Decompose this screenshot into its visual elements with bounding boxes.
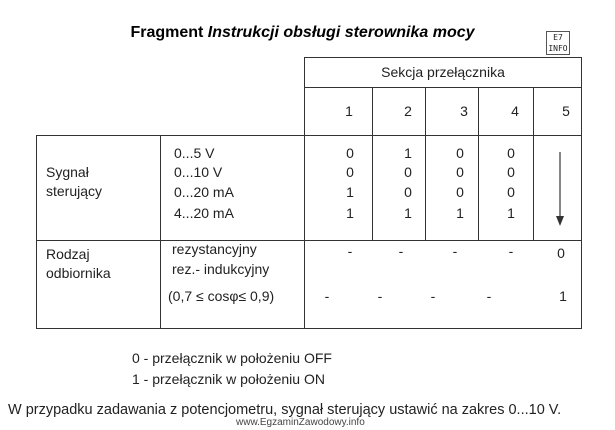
- left-border: [36, 135, 37, 329]
- title-plain: Fragment: [130, 24, 208, 41]
- signal-option-4-20ma: 4...20 mA: [174, 205, 234, 221]
- cell-value: 0: [507, 145, 515, 161]
- cell-value: -: [508, 243, 514, 259]
- cell-value: 1: [507, 205, 515, 221]
- cell-value: 0: [456, 164, 464, 180]
- cell-value: 0: [456, 145, 464, 161]
- row-label-receiver-line2: odbiornika: [46, 265, 111, 281]
- title-italic: Instrukcji obsługi sterownika mocy: [207, 24, 475, 41]
- receiver-option-resistive: rezystancyjny: [172, 241, 257, 257]
- section-number-5: 5: [562, 103, 570, 119]
- cell-value: -: [486, 288, 492, 304]
- section-group-header: Sekcja przełącznika: [381, 64, 505, 80]
- row-separator: [36, 240, 582, 241]
- row-label-receiver-line1: Rodzaj: [46, 246, 90, 262]
- footer-watermark: www.EgzaminZawodowy.info: [236, 417, 365, 428]
- row-label-signal-line2: sterujący: [46, 183, 103, 199]
- cell-value: -: [377, 288, 383, 304]
- note-text: W przypadku zadawania z potencjometru, sygnał sterujący ustawić na zakres 0...10 V.: [8, 402, 562, 418]
- section-number-1: 1: [345, 103, 353, 119]
- cell-value: 1: [404, 205, 412, 221]
- cell-value: 0: [346, 164, 354, 180]
- cell-value: 0: [404, 184, 412, 200]
- legend-on: 1 - przełącznik w położeniu ON: [132, 371, 325, 387]
- table-top-border: [304, 57, 582, 58]
- options-column-divider: [304, 57, 305, 329]
- section-number-2: 2: [404, 103, 412, 119]
- section-number-4: 4: [511, 103, 519, 119]
- cell-value: -: [398, 243, 404, 259]
- cell-value: 0: [557, 245, 565, 261]
- table-bottom-border: [36, 328, 582, 329]
- section-number-3: 3: [460, 103, 468, 119]
- label-column-divider: [160, 135, 161, 329]
- logo-icon: E7 INFO: [546, 31, 570, 55]
- receiver-option-cosphi: (0,7 ≤ cosφ≤ 0,9): [168, 288, 275, 304]
- signal-option-0-5v: 0...5 V: [174, 145, 215, 161]
- header-separator: [304, 87, 582, 88]
- signal-option-0-20ma: 0...20 mA: [174, 184, 234, 200]
- cell-value: 1: [404, 145, 412, 161]
- cell-value: 1: [346, 205, 354, 221]
- cell-value: 0: [404, 164, 412, 180]
- row-label-signal-line1: Sygnał: [46, 164, 89, 180]
- cell-value: -: [347, 243, 353, 259]
- cell-value: 1: [559, 288, 567, 304]
- cell-value: 0: [507, 184, 515, 200]
- page-title: [0, 24, 605, 42]
- body-top-border: [36, 135, 582, 136]
- right-border: [581, 57, 582, 329]
- cell-value: 1: [456, 205, 464, 221]
- arrow-down-icon: [551, 150, 569, 230]
- cell-value: -: [324, 288, 330, 304]
- cell-value: 0: [346, 145, 354, 161]
- receiver-option-inductive: rez.- indukcyjny: [172, 261, 270, 277]
- cell-value: 0: [456, 184, 464, 200]
- cell-value: -: [430, 288, 436, 304]
- legend-off: 0 - przełącznik w położeniu OFF: [132, 350, 332, 366]
- signal-option-0-10v: 0...10 V: [174, 164, 223, 180]
- cell-value: 1: [346, 184, 354, 200]
- cell-value: -: [452, 243, 458, 259]
- cell-value: 0: [507, 164, 515, 180]
